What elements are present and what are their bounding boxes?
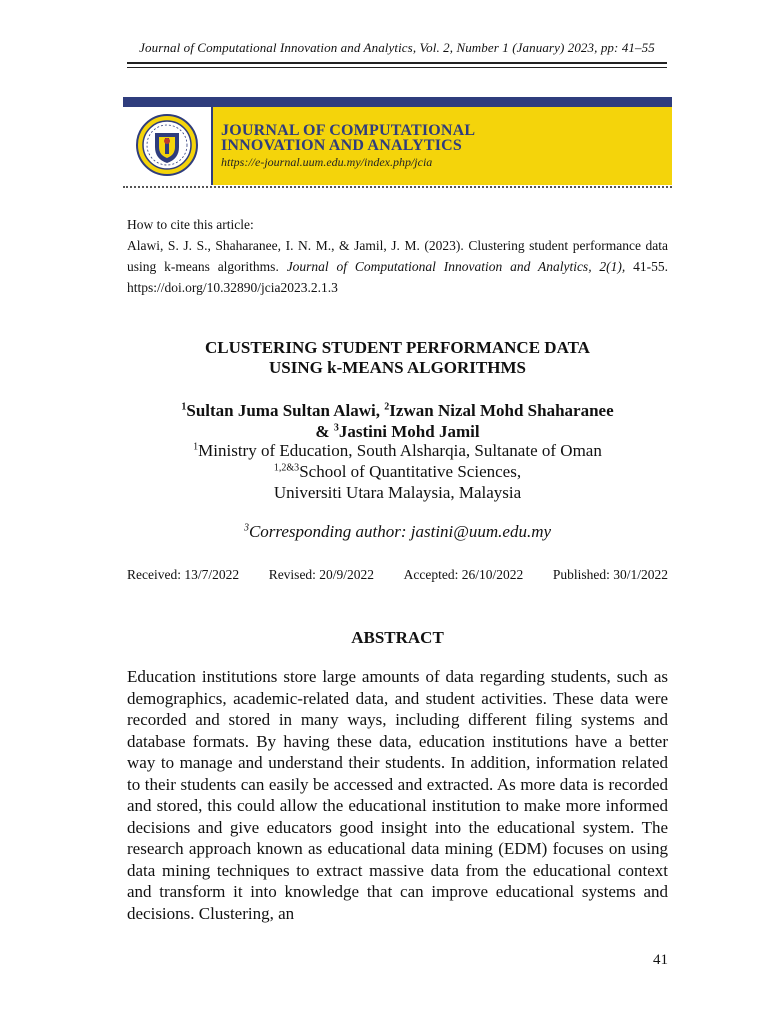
- citation-authors-title: Alawi, S. J. S., Shaharanee, I. N. M., & Jamil, J. M. (2023). Clustering student performance data using k-means algorithms.: [127, 238, 668, 274]
- banner-separator: [211, 107, 213, 185]
- affiliation-3: Universiti Utara Malaysia, Malaysia: [273, 483, 522, 502]
- banner-logo-cell: [123, 107, 211, 185]
- running-head: Journal of Computational Innovation and Analytics, Vol. 2, Number 1 (January) 2023, pp: 41–55: [139, 40, 655, 55]
- journal-url[interactable]: https://e-journal.uum.edu.my/index.php/jcia: [221, 155, 433, 169]
- header-rule-thick: [127, 62, 667, 64]
- citation-text: [127, 235, 668, 298]
- author-2-sup: 2: [384, 401, 390, 413]
- citation-label: How to cite this article:: [127, 217, 254, 232]
- affiliation-1-sup: 1: [193, 441, 199, 453]
- banner-dotted-rule: [123, 186, 672, 188]
- author-line1: [127, 400, 668, 421]
- affiliation-1-text: Ministry of Education, South Alsharqia, Sultanate of Oman: [198, 441, 602, 460]
- abstract-heading: ABSTRACT: [351, 628, 444, 647]
- submission-dates: [127, 567, 668, 583]
- journal-title: [221, 123, 475, 153]
- affiliation-1: [127, 440, 668, 461]
- header-rule-thin: [127, 67, 667, 68]
- affiliation-2-sup: 1,2&3: [273, 462, 300, 474]
- author-3: Jastini Mohd Jamil: [338, 422, 480, 441]
- affiliations: [127, 440, 668, 503]
- author-2: Izwan Nizal Mohd Shaharanee: [389, 401, 614, 420]
- author-1-sup: 1: [181, 401, 187, 413]
- banner-body: [123, 107, 672, 185]
- citation-journal: Journal of Computational Innovation and Analytics, 2(1),: [286, 259, 626, 274]
- citation-block: [127, 214, 668, 298]
- corresponding-sup: 3: [243, 522, 249, 534]
- date-revised: Revised: 20/9/2022: [268, 567, 375, 582]
- date-accepted: Accepted: 26/10/2022: [403, 567, 524, 582]
- journal-banner: [123, 97, 672, 189]
- corresponding-text: Corresponding author: jastini@uum.edu.my: [248, 522, 552, 541]
- banner-top-bar: [123, 97, 672, 107]
- abstract-paragraph: Education institutions store large amounts of data regarding students, such as demographics, academic-related data, and student activities. These data were recorded and stored in many ways, including different filing systems and database formats. By having these data, education institutions have a better way to manage and understand their students. In addition, information related to their students can easily be accessed and extracted. As more data is recorded and stored, this could allow the educational institution to make more informed decisions and give educators good insight into the educational system. The research approach known as educational data mining (EDM) focuses on using data mining techniques to extract massive data from the educational context and transform it into knowledge that can improve educational systems and decisions. Clustering, an: [127, 667, 668, 923]
- journal-title-line1: JOURNAL OF COMPUTATIONAL: [221, 122, 476, 139]
- author-1: Sultan Juma Sultan Alawi,: [186, 401, 385, 420]
- affiliation-2: [127, 461, 668, 482]
- corresponding-author: [127, 522, 668, 542]
- affiliation-2-text: School of Quantitative Sciences,: [299, 462, 522, 481]
- paper-title-line2: USING k-MEANS ALGORITHMS: [269, 358, 526, 377]
- paper-title: [127, 338, 668, 378]
- abstract-body: [127, 666, 668, 924]
- paper-title-line1: CLUSTERING STUDENT PERFORMANCE DATA: [205, 338, 590, 357]
- date-received: Received: 13/7/2022: [127, 567, 240, 582]
- author-ampersand: &: [315, 422, 334, 441]
- author-3-sup: 3: [333, 422, 339, 434]
- date-published: Published: 30/1/2022: [552, 567, 668, 582]
- author-line2: [127, 421, 668, 442]
- university-seal-icon: [123, 107, 211, 185]
- citation-doi[interactable]: 41-55. https://doi.org/10.32890/jcia2023.2.1.3: [127, 259, 669, 295]
- page-number: 41: [653, 952, 668, 968]
- journal-title-line2: INNOVATION AND ANALYTICS: [221, 137, 463, 154]
- author-list: [127, 400, 668, 442]
